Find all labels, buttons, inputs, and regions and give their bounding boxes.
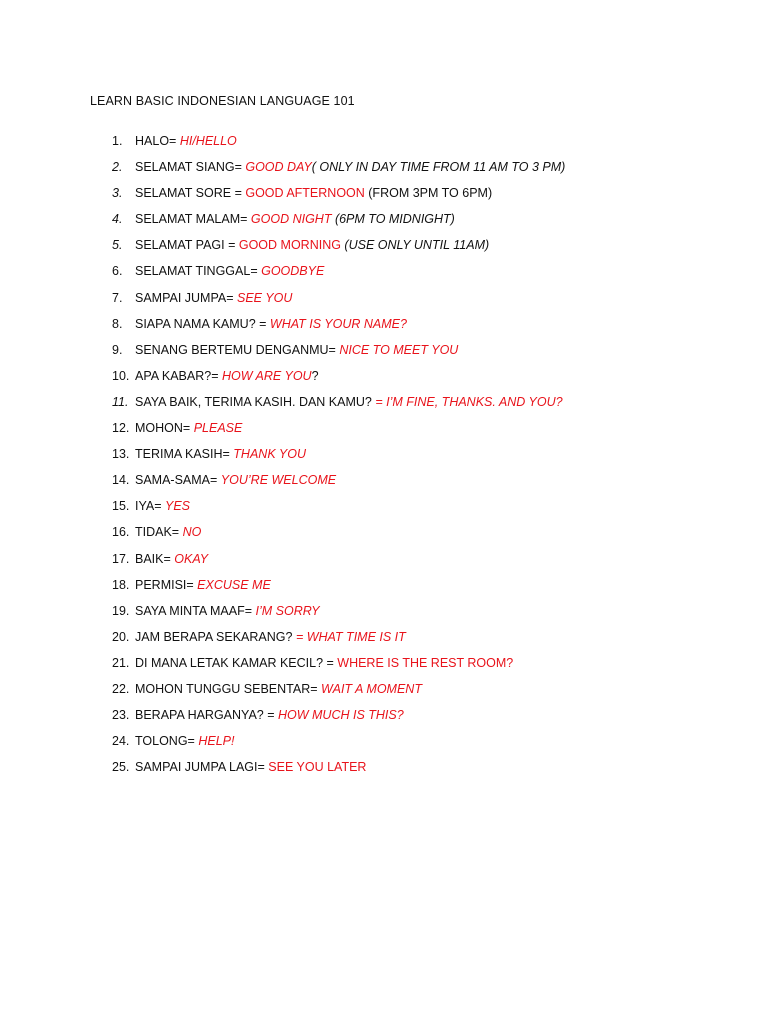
english-translation: SEE YOU [237,290,293,305]
list-item [0,418,768,444]
english-translation: GOOD DAY [245,160,312,175]
list-item [0,392,768,418]
english-translation: GOOD NIGHT [250,212,332,227]
indonesian-phrase: SENANG BERTEMU DENGANMU= [135,342,340,357]
list-item-text [135,496,190,516]
list-item-text [135,235,489,255]
indonesian-phrase: (FROM 3PM TO 6PM) [364,186,493,201]
list-item-text [135,340,458,360]
english-translation: NICE TO MEET YOU [339,342,459,357]
indonesian-phrase: DI MANA LETAK KAMAR KECIL? = [135,655,338,670]
list-item-number: 7. [112,290,123,305]
indonesian-phrase: IYA= [135,499,165,514]
list-item [0,288,768,314]
list-item [0,183,768,209]
indonesian-phrase: SAMA-SAMA= [135,473,221,488]
list-item-number: 10. [112,368,130,383]
english-translation: GOOD MORNING [238,238,341,253]
list-item [0,157,768,183]
english-translation: = WHAT TIME IS IT [295,629,406,644]
english-translation: WHERE IS THE REST ROOM? [337,655,514,670]
english-translation: OKAY [174,551,209,566]
english-translation: HELP! [198,734,235,749]
list-item-number: 14. [112,473,130,488]
english-translation: HOW MUCH IS THIS? [278,708,404,723]
list-item [0,679,768,705]
list-item-text [135,522,201,542]
english-translation: HI/HELLO [179,134,237,148]
english-translation: = I’M FINE, THANKS. AND YOU? [375,394,563,409]
indonesian-phrase: BERAPA HARGANYA? = [135,708,278,723]
list-item-text [135,444,306,464]
list-item [0,757,768,783]
list-item-text [135,261,324,281]
list-item [0,627,768,653]
list-item [0,209,768,235]
list-item-number: 12. [112,421,130,436]
list-item-number: 23. [112,708,130,723]
list-item-text [135,392,563,412]
list-item-number: 5. [112,238,123,253]
list-item [0,601,768,627]
indonesian-phrase: (6PM TO MIDNIGHT) [331,212,455,227]
list-item [0,366,768,392]
list-item-text [135,288,292,308]
english-translation: NO [182,525,202,540]
indonesian-phrase: SELAMAT SORE = [135,186,246,201]
indonesian-phrase: SAMPAI JUMPA= [135,290,237,305]
indonesian-phrase: SELAMAT MALAM= [135,212,251,227]
list-item-text [135,366,319,386]
list-item [0,653,768,679]
indonesian-phrase: MOHON TUNGGU SEBENTAR= [135,681,322,696]
list-item [0,235,768,261]
phrase-list [0,131,768,783]
list-item-text [135,575,271,595]
list-item [0,470,768,496]
list-item-number: 17. [112,551,130,566]
english-translation: GOOD AFTERNOON [245,186,365,201]
list-item [0,731,768,757]
list-item [0,261,768,287]
list-item-number: 22. [112,681,130,696]
list-item-number: 8. [112,316,123,331]
list-item-text [135,549,208,569]
english-translation: THANK YOU [233,447,306,462]
indonesian-phrase: SAMPAI JUMPA LAGI= [135,760,269,775]
list-item-number: 13. [112,447,130,462]
list-item-number: 25. [112,760,130,775]
list-item-number: 20. [112,629,130,644]
list-item-number: 3. [112,186,123,201]
list-item-number: 2. [112,160,123,175]
list-item-number: 6. [112,264,123,279]
indonesian-phrase: TERIMA KASIH= [135,447,234,462]
list-item-number: 24. [112,734,130,749]
list-item-text [135,679,422,699]
list-item [0,705,768,731]
list-item-number: 9. [112,342,123,357]
list-item-text [135,601,320,621]
indonesian-phrase: MOHON= [135,421,194,436]
indonesian-phrase: PERMISI= [135,577,198,592]
list-item-number: 16. [112,525,130,540]
list-item-text [135,418,242,438]
list-item-number: 15. [112,499,130,514]
english-translation: I’M SORRY [255,603,320,618]
list-item [0,340,768,366]
indonesian-phrase: HALO= [135,134,180,148]
english-translation: YOU’RE WELCOME [220,473,337,488]
list-item-text [135,705,404,725]
list-item [0,131,768,157]
list-item-text [135,757,366,777]
list-item-text [135,157,565,177]
english-translation: PLEASE [193,421,243,436]
list-item-text [135,131,237,151]
indonesian-phrase: SAYA MINTA MAAF= [135,603,256,618]
english-translation: WHAT IS YOUR NAME? [269,316,407,331]
indonesian-phrase: APA KABAR?= [135,368,222,383]
list-item-text [135,183,492,203]
list-item [0,522,768,548]
list-item-number: 18. [112,577,130,592]
indonesian-phrase: ( ONLY IN DAY TIME FROM 11 AM TO 3 PM) [311,160,566,175]
indonesian-phrase: TOLONG= [135,734,199,749]
indonesian-phrase: SELAMAT PAGI = [135,238,239,253]
list-item-text [135,653,513,673]
indonesian-phrase: SELAMAT SIANG= [135,160,246,175]
list-item-number: 4. [112,212,123,227]
indonesian-phrase: (USE ONLY UNTIL 11AM) [340,238,490,253]
list-item [0,444,768,470]
english-translation: WAIT A MOMENT [321,681,422,696]
indonesian-phrase: SAYA BAIK, TERIMA KASIH. DAN KAMU? [135,394,376,409]
list-item-text [135,209,455,229]
list-item [0,575,768,601]
list-item [0,314,768,340]
english-translation: EXCUSE ME [197,577,271,592]
list-item-number: 11. [112,394,129,409]
english-translation: YES [165,499,191,514]
indonesian-phrase: SIAPA NAMA KAMU? = [135,316,270,331]
list-item-text [135,314,407,334]
indonesian-phrase: TIDAK= [135,525,183,540]
english-translation: HOW ARE YOU [221,368,312,383]
english-translation: SEE YOU LATER [268,760,367,775]
list-item-text [135,731,234,751]
indonesian-phrase: ? [311,368,319,383]
list-item [0,496,768,522]
indonesian-phrase: BAIK= [135,551,175,566]
list-item-number: 21. [112,655,130,670]
indonesian-phrase: JAM BERAPA SEKARANG? [135,629,296,644]
indonesian-phrase: SELAMAT TINGGAL= [135,264,262,279]
list-item-number: 19. [112,603,130,618]
list-item-number: 1. [112,134,123,148]
list-item-text [135,470,336,490]
english-translation: GOODBYE [261,264,325,279]
document-title: LEARN BASIC INDONESIAN LANGUAGE 101 [90,94,355,108]
list-item-text [135,627,406,647]
list-item [0,549,768,575]
